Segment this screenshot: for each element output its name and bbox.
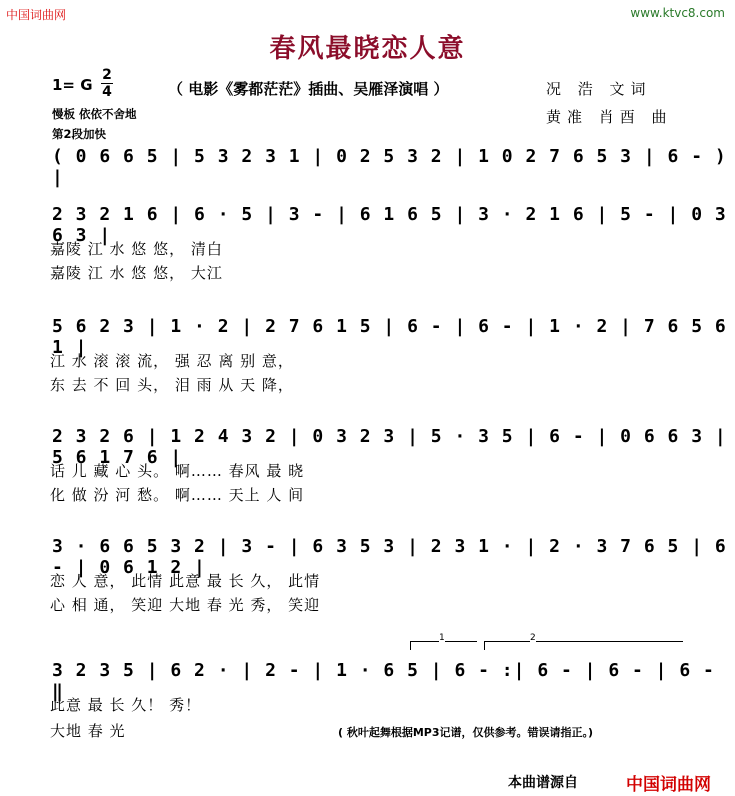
notation-line: ( 0 6 6 5 | 5 3 2 3 1 | 0 2 5 3 2 | 1 0 2 7 6 5 3 | 6 - ) | [52, 146, 727, 188]
lyrics-verse-1: 江 水 滚 滚 流， 强 忍 离 别 意， [50, 352, 294, 370]
lyrics-verse-2: 心 相 通， 笑迎 大地 春 光 秀， 笑迎 [50, 596, 321, 614]
notation-line: 2 3 2 1 6 | 6 · 5 | 3 - | 6 1 6 5 | 3 · 2 1 6 | 5 - | 0 3 6 3 | [52, 204, 727, 246]
staff-5 [0, 536, 735, 621]
footer-source-label: 本曲谱源自 [508, 775, 578, 791]
watermark-left: 中国词曲网 [6, 8, 67, 22]
watermark-right: www.ktvc8.com [630, 6, 725, 20]
lyrics-verse-1: 此意 最 长 久！ 秀！ [50, 696, 202, 714]
staff-3 [0, 316, 735, 401]
staff-2 [0, 204, 735, 289]
lyricist-credit: 况 浩 文词 [546, 80, 652, 98]
footer-site-link[interactable]: 中国词曲网 [626, 775, 711, 795]
notation-line: 5 6 2 3 | 1 · 2 | 2 7 6 1 5 | 6 - | 6 - | 1 · 2 | 7 6 5 6 1 | [52, 316, 727, 358]
subtitle: （ 电影《雾都茫茫》插曲、吴雁泽演唱 ） [168, 80, 449, 98]
lyrics-verse-2: 大地 春 光 [50, 722, 126, 740]
staff-1 [0, 146, 735, 188]
notation-line: 2 3 2 6 | 1 2 4 3 2 | 0 3 2 3 | 5 · 3 5 | 6 - | 0 6 6 3 | 5 6 1 7 6 | [52, 426, 727, 468]
lyrics-verse-2: 化 做 汾 河 愁。 啊…… 天上 人 间 [50, 486, 305, 504]
key-signature: 1= G [52, 76, 93, 94]
staff-6 [0, 660, 735, 745]
tempo-marking: 慢板 依依不舍地 [52, 107, 137, 121]
volta-second-ending: 2 [484, 641, 683, 650]
composer-credit: 黄准 肖酉 曲 [546, 108, 673, 126]
lyrics-verse-1: 嘉陵 江 水 悠 悠， 清白 [50, 240, 223, 258]
notation-line: 3 2 3 5 | 6 2 · | 2 - | 1 · 6 5 | 6 - :| 6 - | 6 - | 6 - ‖ [52, 660, 715, 702]
transcriber-note: ( 秋叶起舞根据MP3记谱，仅供参考。错误请指正。) [338, 726, 594, 739]
lyrics-verse-1: 恋 人 意， 此情 此意 最 长 久， 此情 [50, 572, 321, 590]
lyrics-verse-2: 东 去 不 回 头， 泪 雨 从 天 降， [50, 376, 294, 394]
time-signature: 2 4 [102, 67, 112, 100]
notation-line: 3 · 6 6 5 3 2 | 3 - | 6 3 5 3 | 2 3 1 · | 2 · 3 7 6 5 | 6 - | 0 6 1 2 | [52, 536, 727, 578]
volta-first-ending: 1 [410, 641, 477, 650]
tempo-marking-2: 第2段加快 [52, 127, 107, 141]
page-title: 春风最晓恋人意 [269, 34, 466, 64]
staff-4 [0, 426, 735, 511]
lyrics-verse-1: 话 儿 藏 心 头。 啊…… 春风 最 晓 [50, 462, 305, 480]
lyrics-verse-2: 嘉陵 江 水 悠 悠， 大江 [50, 264, 223, 282]
